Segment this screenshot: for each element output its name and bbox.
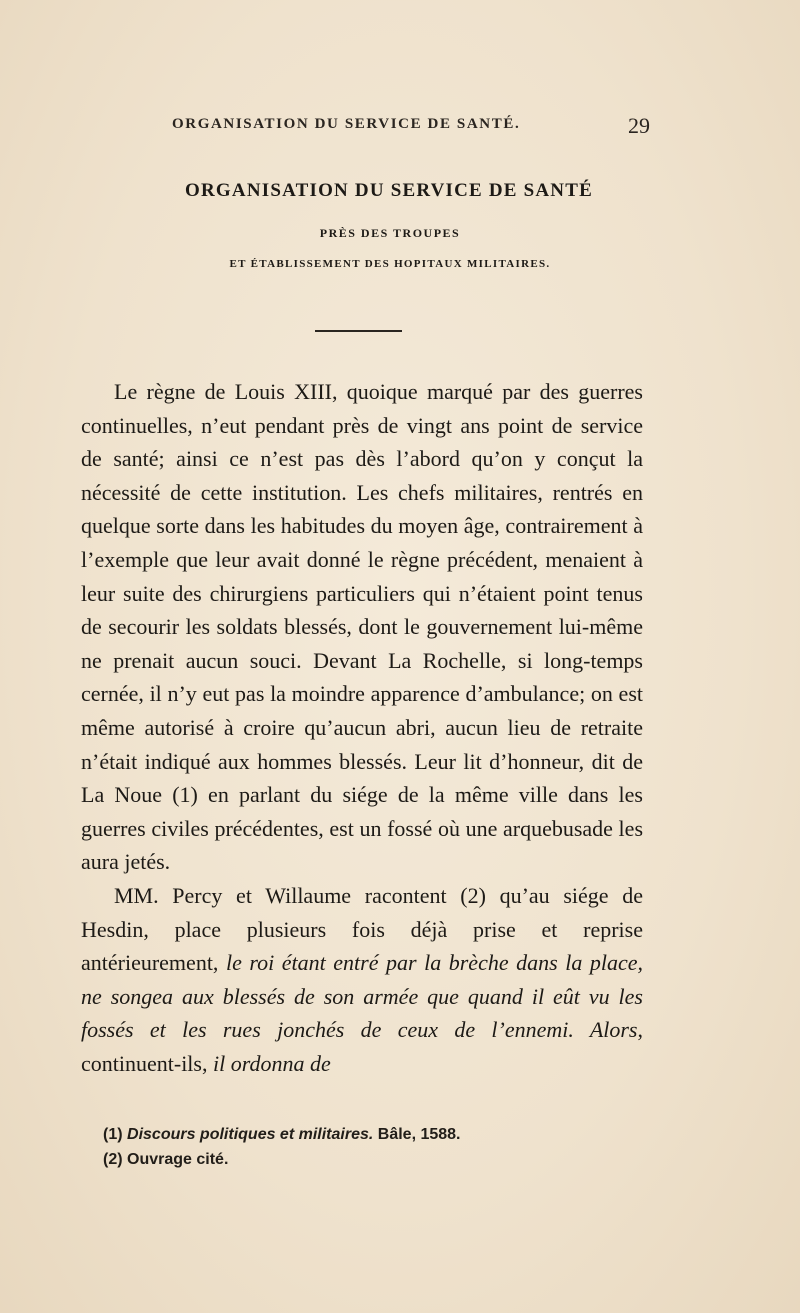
paragraph-2-start: MM. Percy et Willaume racontent (2) qu’au siége de Hesdin, place plusieurs fois déjà prise et reprise antérieurement, (81, 882, 643, 976)
footnote-2-marker: (2) (103, 1151, 123, 1168)
paragraph-2 (81, 879, 643, 1081)
section-rule (315, 330, 402, 332)
chapter-heading (0, 180, 800, 270)
paragraph-2-italic-2: il ordonna de (212, 1050, 331, 1076)
paragraph-2-mid: , continuent-ils, (81, 1017, 643, 1076)
body-text (81, 375, 643, 1080)
chapter-subtitle-1: PRÈS DES TROUPES (319, 226, 461, 240)
chapter-subtitle-2: ET ÉTABLISSEMENT DES HOPITAUX MILITAIRES. (229, 258, 551, 270)
running-head (80, 113, 650, 146)
paragraph-1: Le règne de Louis XIII, quoique marqué par des guerres continuelles, n’eut pendant près de vingt ans point de service de santé; ainsi ce n’est pas dès l’abord qu’on y conçut la nécessité de cette institution. Les chefs militaires, rentrés en quelque sorte dans les habitudes du moyen âge, contrairement à l’exemple que leur avait donné le règne précédent, menaient à leur suite des chirurgiens particuliers qui n’étaient point tenus de secourir les soldats blessés, dont le gouvernement lui-même ne prenait aucun souci. Devant La Rochelle, si long-temps cernée, il n’y eut pas la moindre apparence d’ambulance; on est même autorisé à croire qu’aucun abri, aucun lieu de retraite n’était indiqué aux hommes blessés. Leur lit d’honneur, dit de La Noue (1) en parlant du siége de la même ville dans les guerres civiles précédentes, est un fossé où une arquebusade les aura jetés. (81, 379, 643, 875)
paragraph-2-italic-1: le roi étant entré par la brèche dans la place, ne songea aux blessés de son armée que quand il eût vu les fossés et les rues jonchés de ceux de l’ennemi. Alors (81, 950, 643, 1043)
footnote-2-text: Ouvrage cité. (127, 1151, 229, 1168)
running-title: ORGANISATION DU SERVICE DE SANTÉ. (172, 116, 521, 132)
footnote-1 (103, 1122, 623, 1147)
footnote-1-marker: (1) (103, 1126, 123, 1143)
chapter-title: ORGANISATION DU SERVICE DE SANTÉ (185, 180, 593, 201)
footnote-1-rest: Bâle, 1588. (377, 1126, 461, 1143)
footnotes (103, 1122, 623, 1172)
footnote-2 (103, 1147, 623, 1172)
footnote-1-title: Discours politiques et militaires. (127, 1126, 374, 1143)
page-number: 29 (628, 113, 650, 138)
